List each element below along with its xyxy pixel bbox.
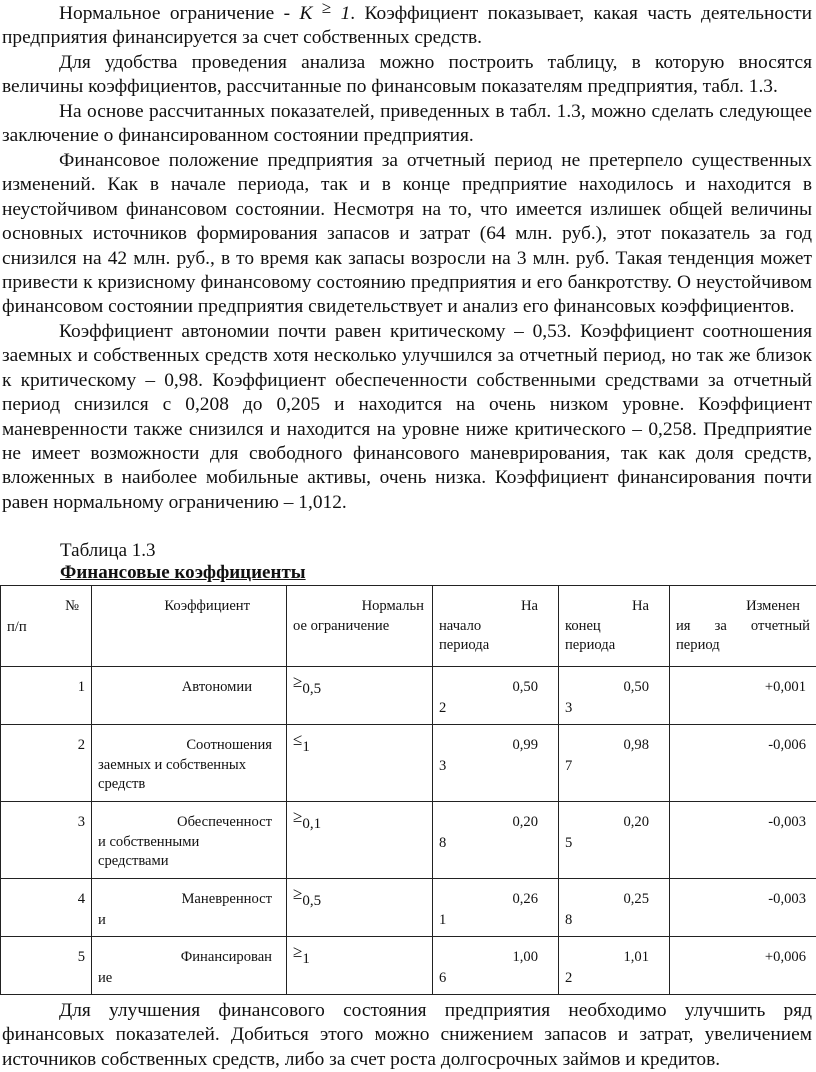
end-value-line1: 0,20 xyxy=(565,813,663,833)
row-number: 3 xyxy=(1,802,92,879)
coefficient-name-line1: Маневренност xyxy=(98,890,280,910)
coefficient-name xyxy=(92,879,287,937)
norm-value xyxy=(287,667,433,725)
paragraph-recommendations: Для улучшения финансового состояния предприятия необходимо улучшить ряд финансовых показателей. Добиться этого можно снижением запасов и затрат, увеличением источников собственных средств, либо за счет роста долгосрочных займов и кредитов. xyxy=(2,999,812,1072)
header-start-line2: начало xyxy=(439,617,552,637)
paragraph-financial-position: Финансовое положение предприятия за отчетный период не претерпело существенных изменений. Как в начале периода, так и в конце предприятие находилось и находится в неустойчивом финансовом состоянии. Несмотря на то, что имеется излишек общей величины основных источников формирования запасов и затрат (64 млн. руб.), этот показатель за год снизился на 42 млн. руб., в то время как запасы возросли на 3 млн. руб. Такая тенденция может привести к кризисному финансовому состоянию предприятия и его банкротству. О неустойчивом финансовом состоянии предприятия свидетельствует и анализ его финансовых коэффициентов. xyxy=(2,149,812,320)
end-value-line1: 0,98 xyxy=(565,736,663,756)
start-value-line2: 8 xyxy=(439,834,552,854)
end-value xyxy=(559,937,670,995)
norm-value xyxy=(287,937,433,995)
header-change-word: за xyxy=(715,617,727,637)
header-change-word: ия xyxy=(676,617,691,637)
norm-value xyxy=(287,879,433,937)
header-end-line2: конец xyxy=(565,617,663,637)
change-value: -0,003 xyxy=(670,879,816,937)
header-number-symbol: № xyxy=(7,597,85,617)
header-coefficient xyxy=(92,586,287,667)
header-change-line2 xyxy=(676,617,810,637)
paragraph-autonomy-norm xyxy=(2,2,812,51)
table-row xyxy=(1,725,816,802)
coefficient-name-line1: Финансирован xyxy=(98,948,280,968)
greater-equal-symbol: ≥ xyxy=(293,942,302,961)
start-value-line1: 0,20 xyxy=(439,813,552,833)
norm-value xyxy=(287,725,433,802)
row-number: 5 xyxy=(1,937,92,995)
greater-equal-symbol: ≥ xyxy=(293,672,302,691)
header-end-line3: периода xyxy=(565,636,663,656)
end-value-line1: 1,01 xyxy=(565,948,663,968)
change-value: +0,001 xyxy=(670,667,816,725)
norm-number: 1 xyxy=(302,951,310,967)
less-equal-symbol: ≤ xyxy=(293,730,302,749)
table-row xyxy=(1,879,816,937)
change-value: -0,003 xyxy=(670,802,816,879)
start-value xyxy=(433,802,559,879)
header-start-line3: периода xyxy=(439,636,552,656)
change-value: +0,006 xyxy=(670,937,816,995)
header-end-line1: На xyxy=(565,597,663,617)
start-value-line2: 1 xyxy=(439,911,552,931)
coefficient-name xyxy=(92,937,287,995)
coefficient-name-line2 xyxy=(98,833,280,853)
start-value xyxy=(433,725,559,802)
start-value-line2: 6 xyxy=(439,969,552,989)
row-number: 1 xyxy=(1,667,92,725)
norm-number: 1 xyxy=(302,739,310,755)
end-value-line2: 8 xyxy=(565,911,663,931)
end-value xyxy=(559,802,670,879)
coefficient-name-line2: ие xyxy=(98,969,280,989)
change-value: -0,006 xyxy=(670,725,816,802)
table-row xyxy=(1,667,816,725)
start-value-line1: 0,99 xyxy=(439,736,552,756)
greater-equal-symbol: ≥ xyxy=(293,884,302,903)
coefficient-name-line1: Соотношения xyxy=(98,736,280,756)
coefficient-name xyxy=(92,725,287,802)
table-caption-number: Таблица 1.3 xyxy=(60,540,156,562)
start-value-line1: 0,50 xyxy=(439,678,552,698)
end-value-line2: 2 xyxy=(565,969,663,989)
coefficient-name-line1: Автономии xyxy=(98,678,280,698)
end-value xyxy=(559,725,670,802)
formula-value: 1 xyxy=(331,3,350,24)
start-value xyxy=(433,667,559,725)
table-header-row xyxy=(1,586,816,667)
norm-number: 0,5 xyxy=(302,893,321,909)
header-norm-line2: ое ограничение xyxy=(293,617,426,637)
end-value-line1: 0,25 xyxy=(565,890,663,910)
norm-number: 0,5 xyxy=(302,681,321,697)
header-change-word: отчетный xyxy=(751,617,810,637)
start-value xyxy=(433,879,559,937)
row-number: 2 xyxy=(1,725,92,802)
norm-value xyxy=(287,802,433,879)
header-number-label: п/п xyxy=(7,618,85,638)
end-value xyxy=(559,879,670,937)
row-number: 4 xyxy=(1,879,92,937)
text-segment: Нормальное ограничение - xyxy=(59,3,300,24)
coefficient-name-text: и собственными xyxy=(98,833,199,853)
coefficient-name-line3: средствами xyxy=(98,852,280,872)
coefficient-name xyxy=(92,802,287,879)
end-value-line2: 5 xyxy=(565,834,663,854)
coefficient-name-line2: заемных и собственных xyxy=(98,756,280,776)
norm-number: 0,1 xyxy=(302,816,321,832)
greater-equal-symbol: ≥ xyxy=(322,0,331,17)
start-value-line2: 3 xyxy=(439,757,552,777)
table-row xyxy=(1,937,816,995)
header-period-start xyxy=(433,586,559,667)
header-coefficient-label: Коэффициент xyxy=(98,597,280,617)
start-value xyxy=(433,937,559,995)
coefficient-name-line1: Обеспеченност xyxy=(98,813,280,833)
table-row xyxy=(1,802,816,879)
table-caption-title: Финансовые коэффициенты xyxy=(60,562,306,584)
financial-coefficients-table xyxy=(0,585,816,995)
header-change-line1: Изменен xyxy=(676,597,810,617)
coefficient-name xyxy=(92,667,287,725)
end-value-line2: 7 xyxy=(565,757,663,777)
header-norm xyxy=(287,586,433,667)
end-value-line2: 3 xyxy=(565,699,663,719)
start-value-line1: 0,26 xyxy=(439,890,552,910)
header-period-end xyxy=(559,586,670,667)
start-value-line1: 1,00 xyxy=(439,948,552,968)
start-value-line2: 2 xyxy=(439,699,552,719)
header-change-line3: период xyxy=(676,636,810,656)
end-value xyxy=(559,667,670,725)
coefficient-name-line2: и xyxy=(98,911,280,931)
paragraph-table-intro: Для удобства проведения анализа можно построить таблицу, в которую вносятся величины коэффициентов, рассчитанные по финансовым показателям предприятия, табл. 1.3. xyxy=(2,51,812,100)
header-number xyxy=(1,586,92,667)
paragraph-conclusion-intro: На основе рассчитанных показателей, приведенных в табл. 1.3, можно сделать следующее заключение о финансированном состоянии предприятия. xyxy=(2,100,812,149)
greater-equal-symbol: ≥ xyxy=(293,807,302,826)
header-start-line1: На xyxy=(439,597,552,617)
header-norm-line1: Нормальн xyxy=(293,597,426,617)
paragraph-coefficients-analysis: Коэффициент автономии почти равен критическому – 0,53. Коэффициент соотношения заемных и собственных средств хотя несколько улучшился за отчетный период, но так же близок к критическому – 0,98. Коэффициент обеспеченности собственными средствами за отчетный период снизился с 0,208 до 0,205 и находится на очень низком уровне. Коэффициент маневренности также снизился и находится на уровне ниже критического – 0,258. Предприятие не имеет возможности для свободного финансового маневрирования, так как доля средств, вложенных в наиболее мобильные активы, очень низка. Коэффициент финансирования почти равен нормальному ограничению – 1,012. xyxy=(2,320,812,515)
end-value-line1: 0,50 xyxy=(565,678,663,698)
header-change xyxy=(670,586,816,667)
coefficient-name-line3: средств xyxy=(98,775,280,795)
formula-variable: К xyxy=(300,3,313,24)
text-segment: . Коэффициент показывает, какая часть деятельности предприятия финансируется за счет собственных средств. xyxy=(2,3,812,48)
